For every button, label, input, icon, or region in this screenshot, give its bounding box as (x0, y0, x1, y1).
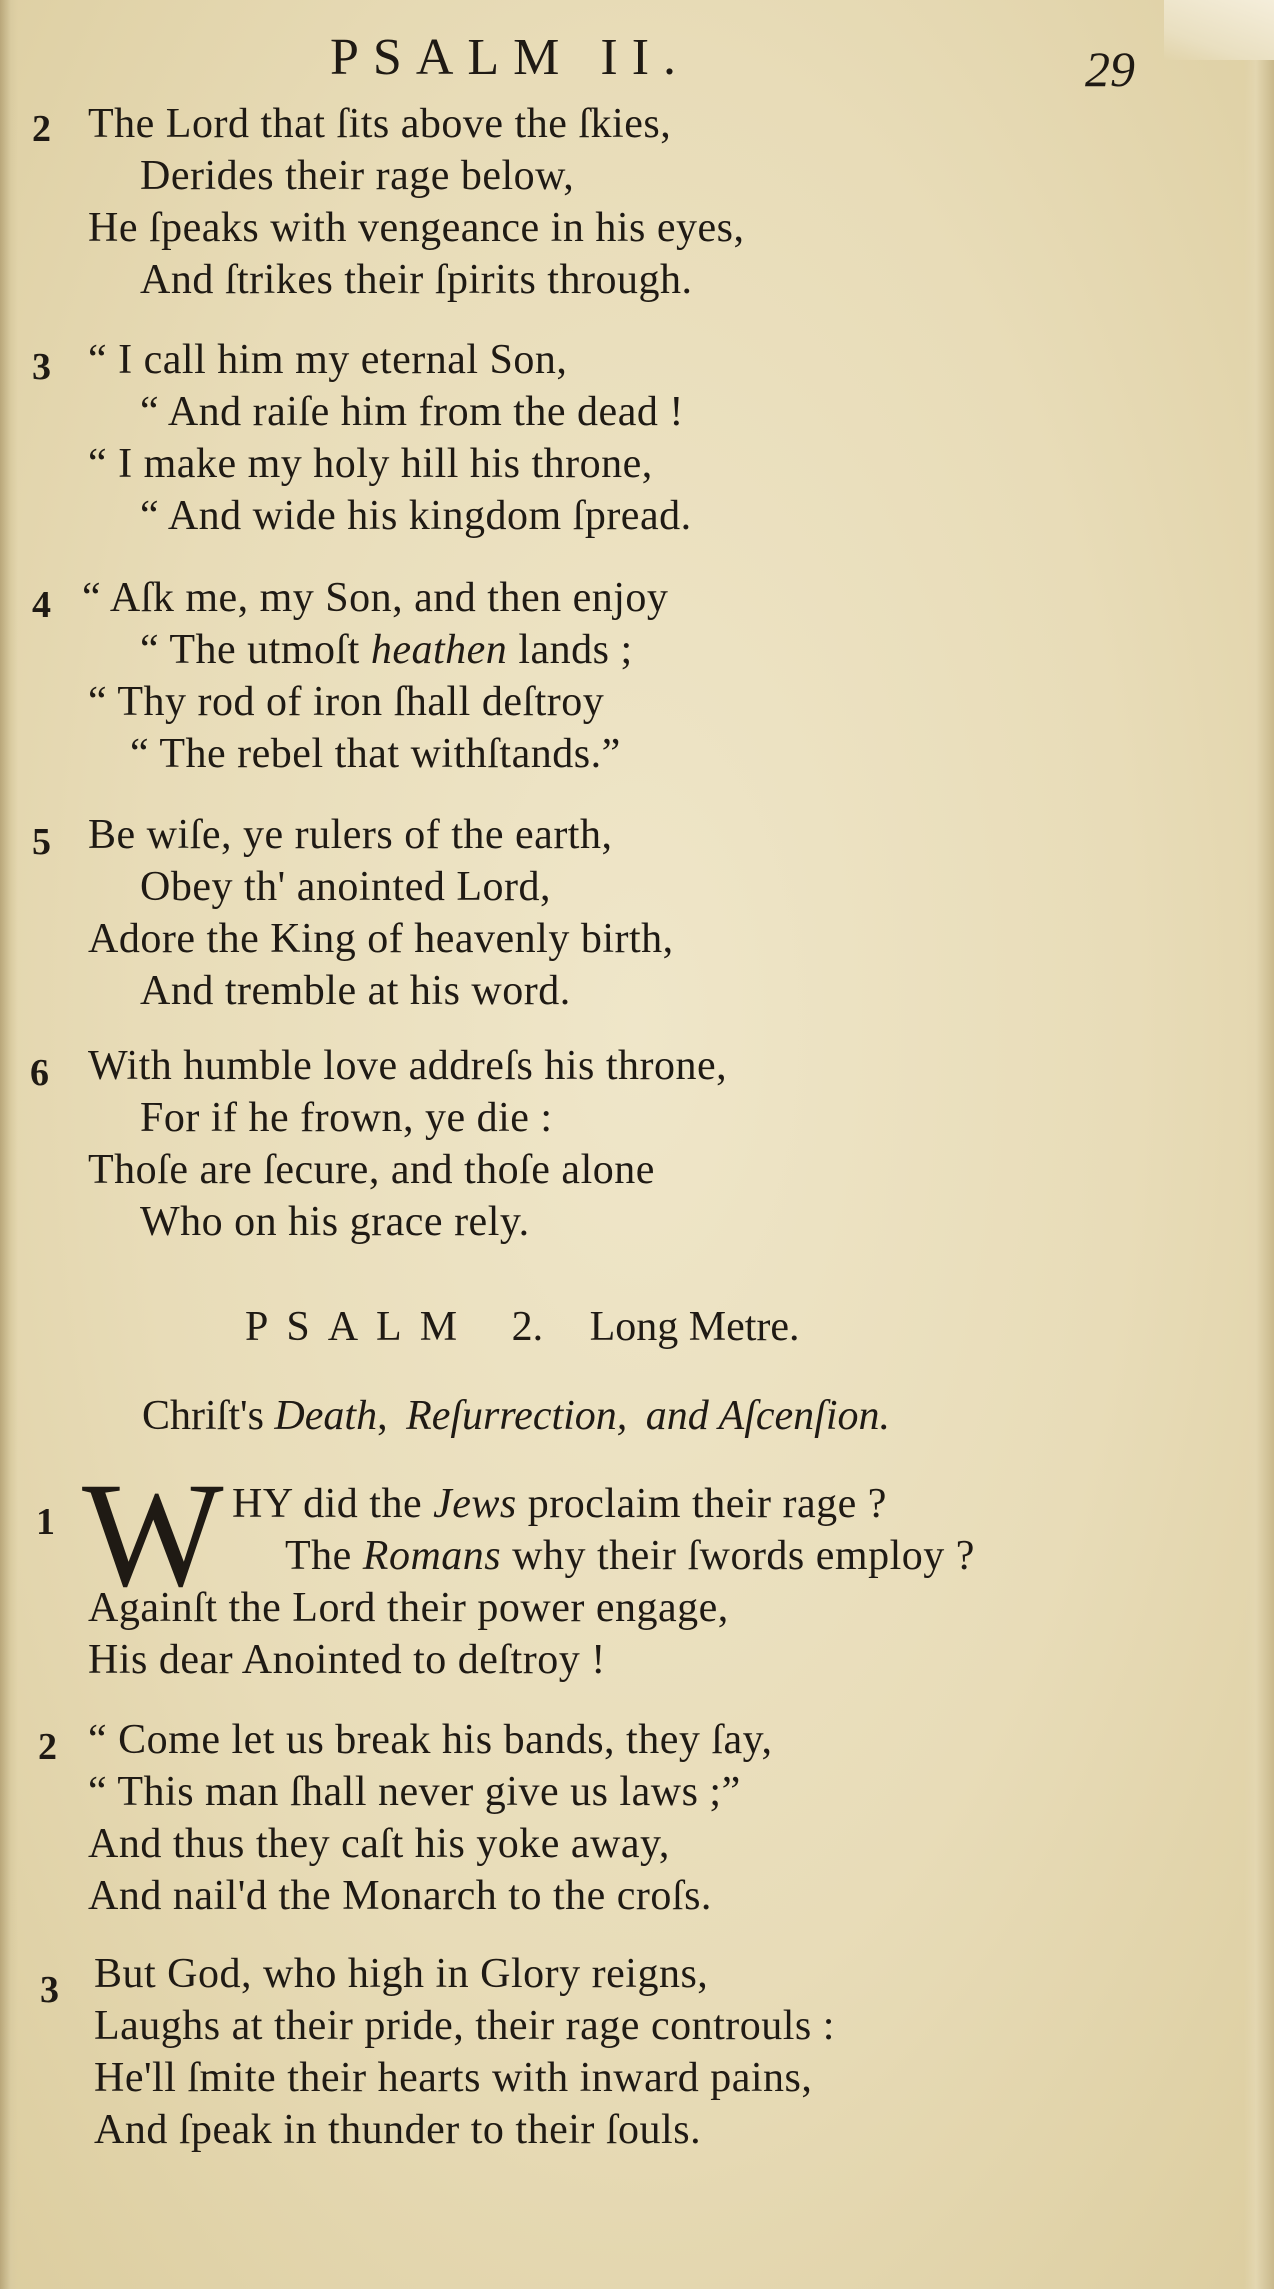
verse-line: Who on his grace rely. (140, 1199, 530, 1245)
verse-line: The Romans why their ſwords employ ? (285, 1533, 975, 1579)
verse-line: “ The rebel that withſtands.” (130, 731, 621, 777)
verse-number: 3 (32, 346, 51, 388)
verse-number: 6 (30, 1052, 49, 1094)
verse-number: 4 (32, 584, 51, 626)
psalm-metre: Long Metre. (589, 1304, 800, 1350)
verse-line: “ The utmoſt heathen lands ; (140, 627, 633, 673)
verse-line: “ Come let us break his bands, they ſay, (88, 1717, 773, 1763)
verse-line: HY did the Jews proclaim their rage ? (232, 1481, 887, 1527)
verse-line: Obey th' anointed Lord, (140, 864, 551, 910)
verse-line: Be wiſe, ye rulers of the earth, (88, 812, 613, 858)
verse-number: 1 (36, 1501, 55, 1543)
italic-word: heathen (370, 627, 508, 673)
verse-line: And ſtrikes their ſpirits through. (140, 257, 693, 303)
page-right-edge (1244, 0, 1274, 2289)
running-head: PSALM II. (330, 29, 691, 86)
page-corner-fold (1164, 0, 1274, 60)
page-number: 29 (1085, 41, 1135, 97)
psalm-number: 2. (511, 1304, 544, 1350)
verse-line: “ And raiſe him from the dead ! (140, 389, 684, 435)
verse-line: “ And wide his kingdom ſpread. (140, 493, 692, 539)
italic-word: Jews (433, 1481, 517, 1527)
italic-word: Romans (362, 1533, 502, 1579)
verse-number: 2 (32, 108, 51, 150)
psalm-label: PSALM (245, 1304, 476, 1350)
verse-line: He ſpeaks with vengeance in his eyes, (88, 205, 745, 251)
verse-line: Laughs at their pride, their rage controuls : (94, 2003, 835, 2049)
verse-line: And tremble at his word. (140, 968, 571, 1014)
verse-line: “ I make my holy hill his throne, (88, 441, 653, 487)
verse-number: 5 (32, 821, 51, 863)
verse-line: “ This man ſhall never give us laws ;” (88, 1769, 741, 1815)
verse-line: “ I call him my eternal Son, (88, 337, 568, 383)
verse-line: And thus they caſt his yoke away, (88, 1821, 670, 1867)
verse-line: He'll ſmite their hearts with inward pains, (94, 2055, 813, 2101)
verse-line: And ſpeak in thunder to their ſouls. (94, 2107, 702, 2153)
verse-line: The Lord that ſits above the ſkies, (88, 101, 672, 147)
verse-line: For if he frown, ye die : (140, 1095, 553, 1141)
verse-number: 2 (38, 1726, 57, 1768)
drop-cap: W (82, 1452, 224, 1618)
verse-line: Thoſe are ſecure, and thoſe alone (88, 1147, 655, 1193)
psalm-title (245, 1303, 800, 1351)
psalm-subtitle: Chriſt's Death, Reſurrection, and Aſcenſion. (142, 1393, 890, 1439)
verse-line: But God, who high in Glory reigns, (94, 1951, 709, 1997)
verse-line: Againſt the Lord their power engage, (88, 1585, 729, 1631)
verse-line: “ Thy rod of iron ſhall deſtroy (88, 679, 605, 725)
verse-line: “ Aſk me, my Son, and then enjoy (82, 575, 669, 621)
verse-line: And nail'd the Monarch to the croſs. (88, 1873, 712, 1919)
verse-line: His dear Anointed to deſtroy ! (88, 1637, 606, 1683)
verse-line: With humble love addreſs his throne, (88, 1043, 728, 1089)
verse-line: Derides their rage below, (140, 153, 575, 199)
page-left-edge (0, 0, 18, 2289)
verse-line: Adore the King of heavenly birth, (88, 916, 674, 962)
verse-number: 3 (40, 1969, 59, 2011)
